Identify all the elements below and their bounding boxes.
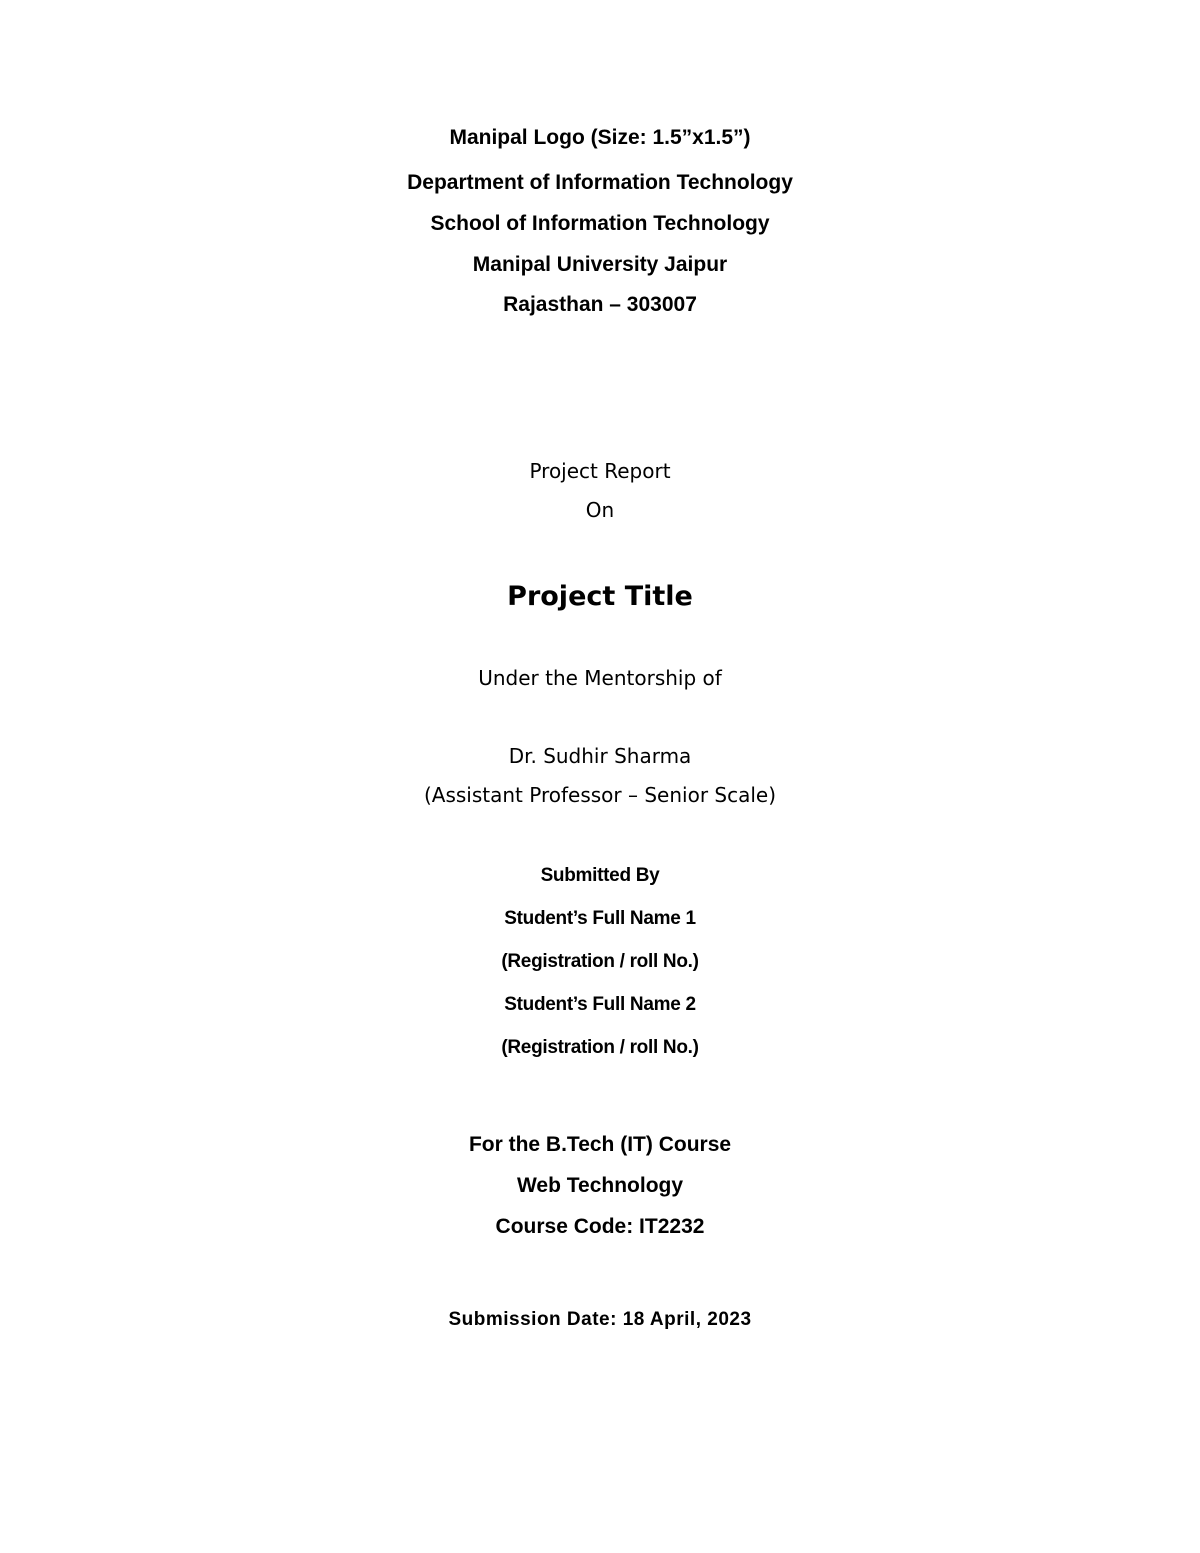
submission-date: Submission Date: 18 April, 2023 [448,1309,752,1330]
department-name: Department of Information Technology [407,171,793,194]
mentorship-label: Under the Mentorship of [478,666,722,690]
student-name-1: Student’s Full Name 1 [504,908,696,929]
report-on: On [585,498,615,522]
student-name-2: Student’s Full Name 2 [504,994,696,1015]
course-name: Web Technology [516,1174,684,1197]
logo-placeholder-text: Manipal Logo (Size: 1.5”x1.5”) [449,126,751,149]
student-registration-1: (Registration / roll No.) [501,951,699,972]
submitted-by-label: Submitted By [540,865,660,886]
student-registration-2: (Registration / roll No.) [501,1037,699,1058]
school-name: School of Information Technology [430,212,770,235]
project-title: Project Title [507,581,693,612]
mentor-designation: (Assistant Professor – Senior Scale) [423,783,777,807]
course-program: For the B.Tech (IT) Course [468,1133,732,1156]
university-name: Manipal University Jaipur [472,253,728,276]
mentor-name: Dr. Sudhir Sharma [508,744,692,768]
course-code: Course Code: IT2232 [495,1215,705,1238]
report-label: Project Report [529,459,671,483]
university-location: Rajasthan – 303007 [503,293,697,316]
